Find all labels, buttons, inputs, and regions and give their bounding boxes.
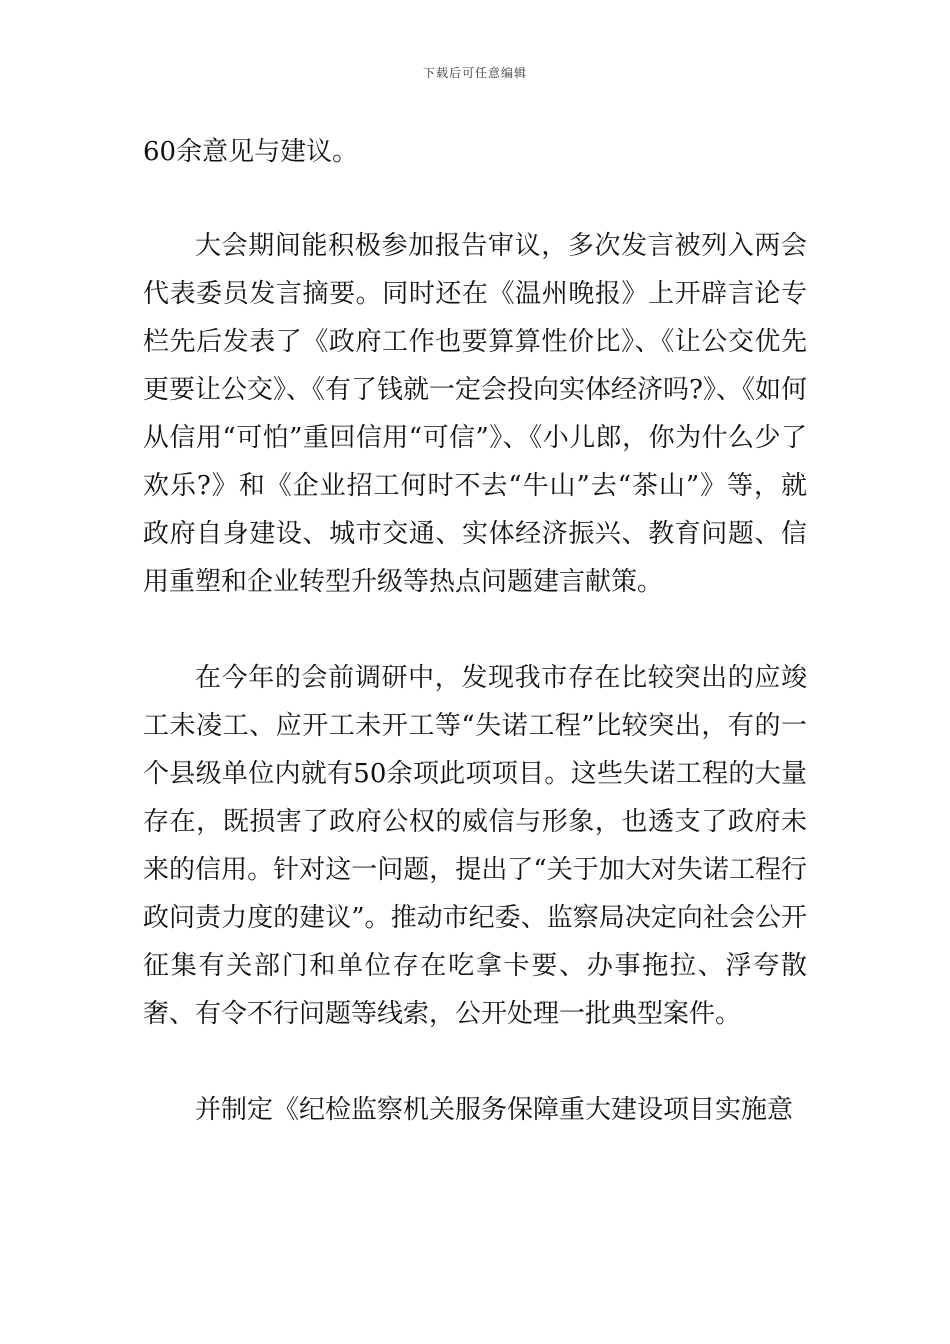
page-header: 下载后可任意编辑: [422, 66, 527, 80]
document-body: [143, 128, 807, 1134]
paragraph-2: 大会期间能积极参加报告审议，多次发言被列入两会代表委员发言摘要。同时还在《温州晚报》上开辟言论专栏先后发表了《政府工作也要算算性价比》、《让公交优先更要让公交》、《有了钱就一定会投向实体经济吗?》、《如何从信用“可怕”重回信用“可信”》、《小儿郎，你为什么少了欢乐?》和《企业招工何时不去“牛山”去“茶山”》等，就政府自身建设、城市交通、实体经济振兴、教育问题、信用重塑和企业转型升级等热点问题建言献策。: [143, 231, 807, 597]
paragraph-1: 60余意见与建议。: [143, 137, 359, 167]
paragraph-3: 在今年的会前调研中，发现我市存在比较突出的应竣工未凌工、应开工未开工等“失诺工程”比较突出，有的一个县级单位内就有50余项此项项目。这些失诺工程的大量存在，既损害了政府公权的威信与形象，也透支了政府未来的信用。针对这一问题，提出了“关于加大对失诺工程行政问责力度的建议”。推动市纪委、监察局决定向社会公开征集有关部门和单位存在吃拿卡要、办事拖拉、浮夸散奢、有令不行问题等线索，公开处理一批典型案件。: [143, 663, 807, 1029]
paragraph-4: 并制定《纪检监察机关服务保障重大建设项目实施意: [195, 1095, 794, 1125]
